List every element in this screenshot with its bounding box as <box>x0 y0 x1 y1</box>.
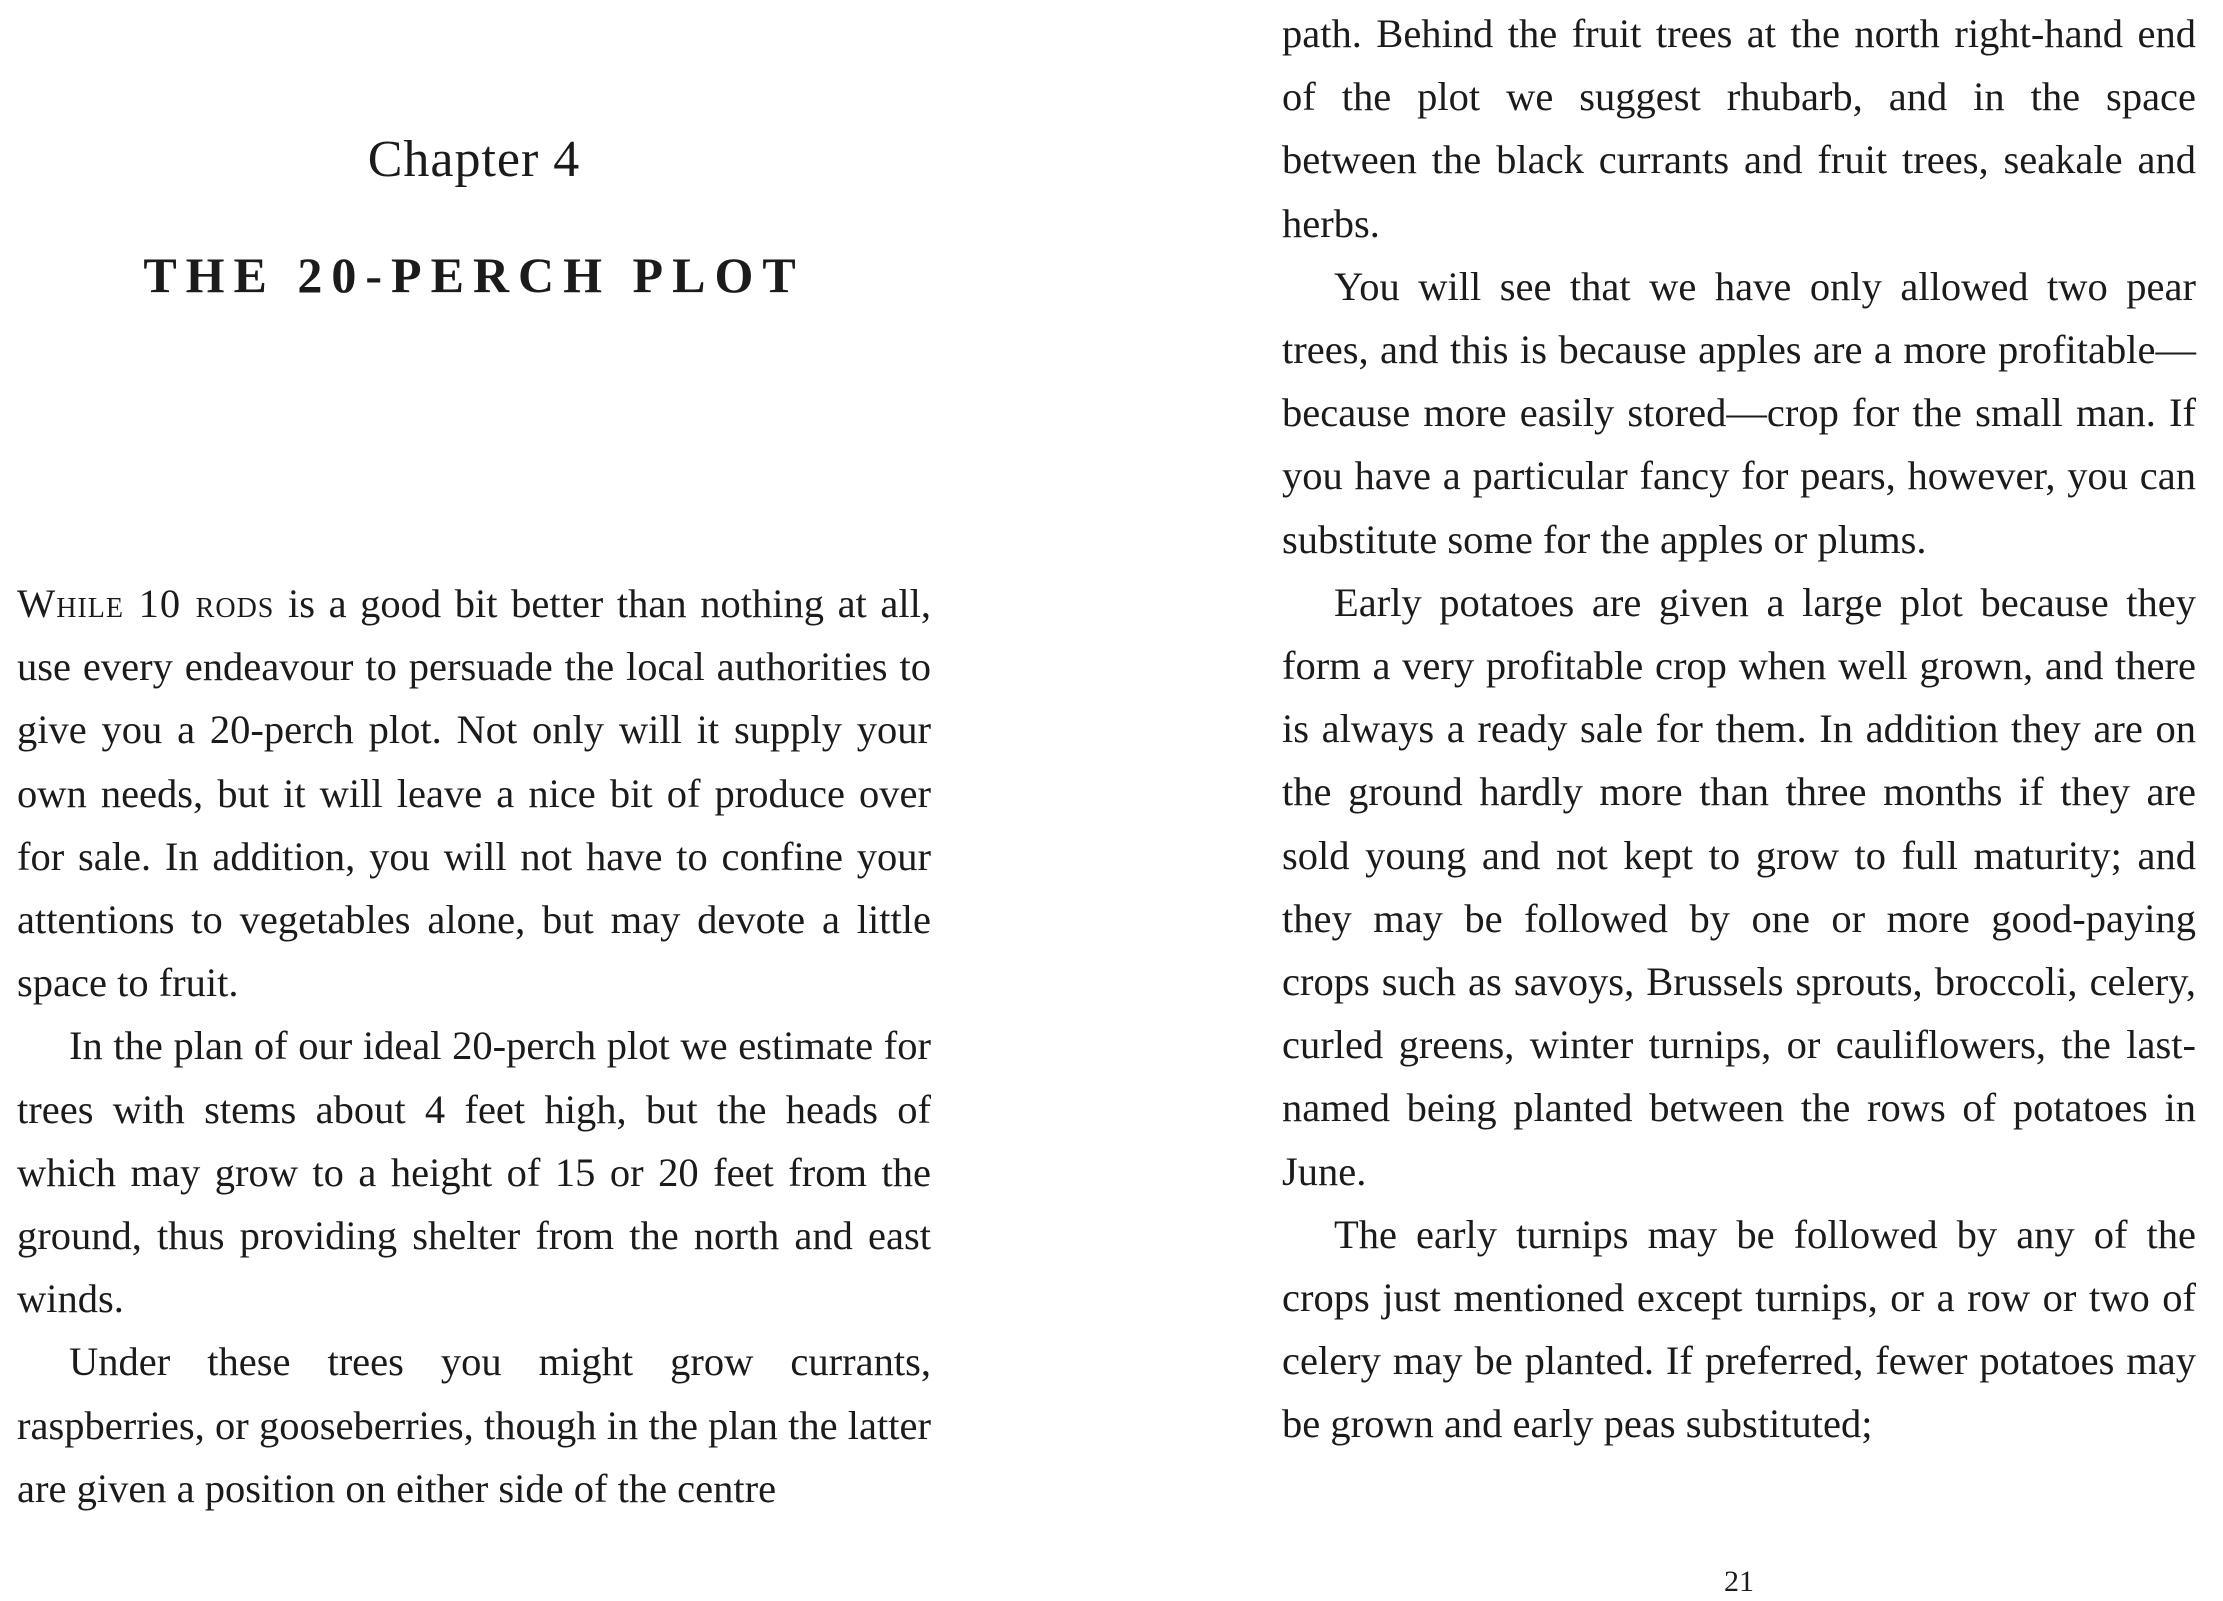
chapter-title: THE 20-PERCH PLOT <box>143 247 805 303</box>
paragraph: The early turnips may be followed by any of the crops just mentioned except turnips, or a row or two of celery may be planted. If preferred, fewer potatoes may be grown and early peas substituted; <box>1282 1211 2196 1447</box>
paragraph: Early potatoes are given a large plot because they form a very profitable crop when well grown, and there is always a ready sale for them. In addition they are on the ground hardly more than three months if they are sold young and not kept to grow to full maturity; and they may be followed by one or more good-paying crops such as savoys, Brussels sprouts, broccoli, celery, curled greens, winter turnips, or cauliflowers, the last-named being planted between the rows of potatoes in June. <box>1282 579 2196 1194</box>
right-page-body <box>1282 2 2196 1456</box>
left-page-body <box>17 572 931 1520</box>
opening-smallcaps: While 10 rods <box>17 581 275 626</box>
page-number: 21 <box>1724 1565 1754 1598</box>
paragraph: In the plan of our ideal 20-perch plot we estimate for trees with stems about 4 feet high, but the heads of which may grow to a height of 15 or 20 feet from the ground, thus providing shelter from the north and east winds. <box>17 1023 931 1322</box>
chapter-number: Chapter 4 <box>367 131 581 188</box>
paragraph: path. Behind the fruit trees at the north right-hand end of the plot we suggest rhubarb, and in the space between the black currants and fruit trees, seakale and herbs. <box>1282 11 2196 246</box>
left-page <box>17 0 931 1601</box>
paragraph-text: is a good bit better than nothing at all, use every endeavour to persuade the local authorities to give you a 20-perch plot. Not only will it supply your own needs, but it will leave a nice bit of produce over for sale. In addition, you will not have to confine your attentions to vegetables alone, but may devote a little space to fruit. <box>17 581 931 1006</box>
paragraph: You will see that we have only allowed two pear trees, and this is because apples are a more profitable—because more easily stored—crop for the small man. If you have a particular fancy for pears, however, you can substitute some for the apples or plums. <box>1282 263 2196 562</box>
paragraph <box>17 572 931 1014</box>
paragraph: Under these trees you might grow currants, raspberries, or gooseberries, though in the plan the latter are given a position on either side of the centre <box>17 1339 931 1511</box>
right-page <box>1282 0 2196 1601</box>
